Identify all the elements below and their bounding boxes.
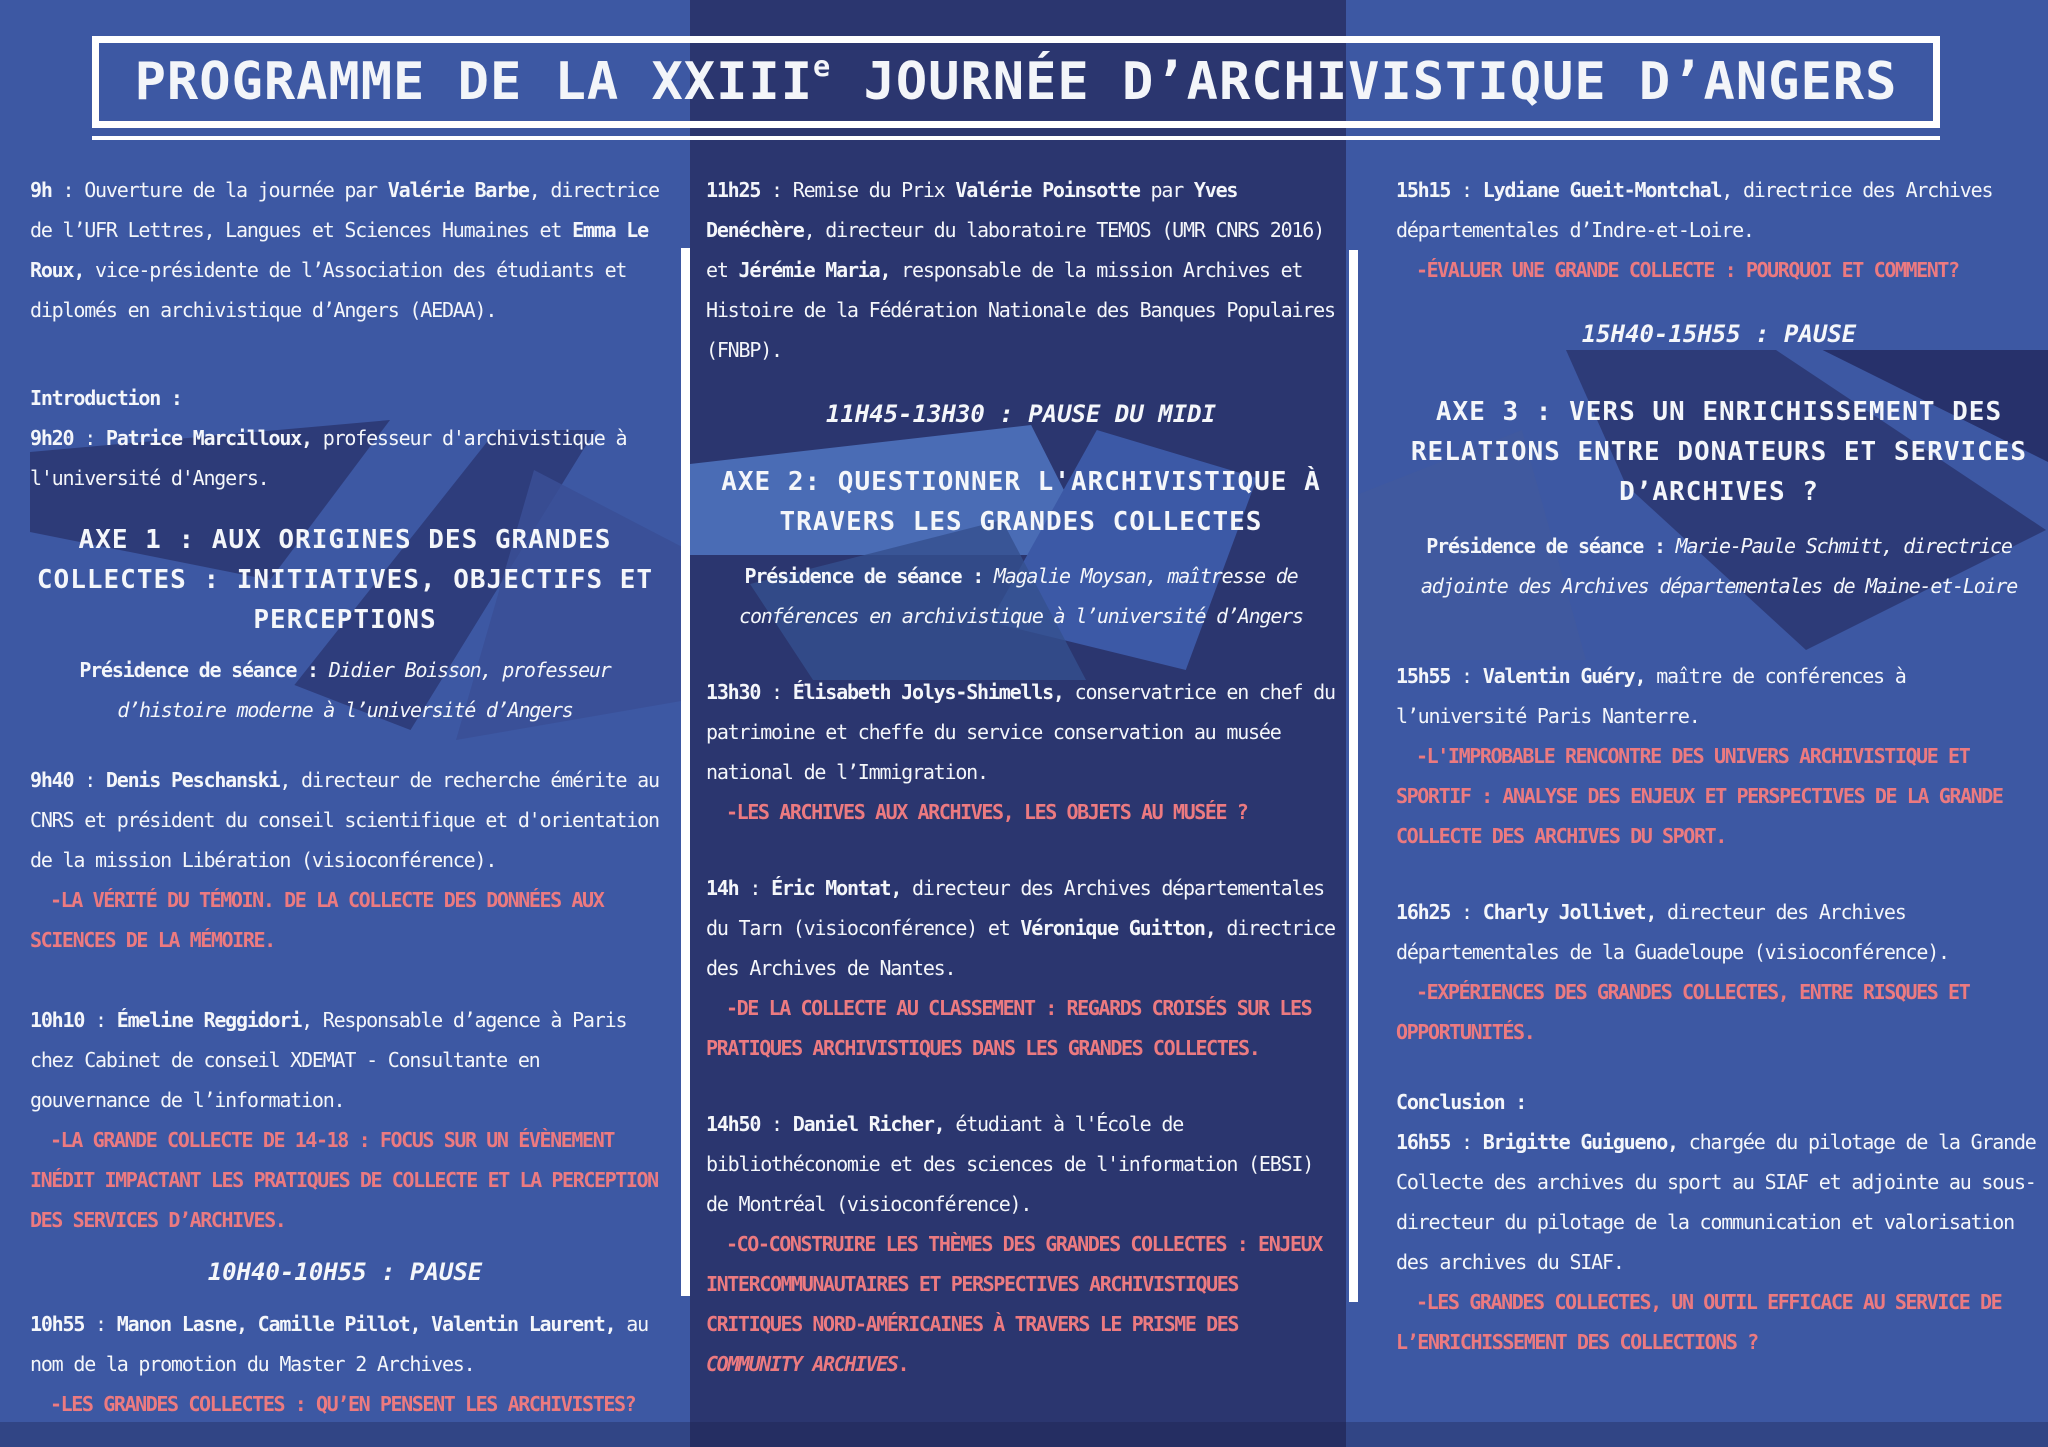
text-segment: par xyxy=(1139,178,1194,202)
text-segment: Élisabeth Jolys-Shimells, xyxy=(792,680,1064,704)
text-segment: : xyxy=(760,1112,793,1136)
text-segment: Présidence de séance : xyxy=(744,564,984,588)
text-segment: Lydiane Gueit-Montchal xyxy=(1482,178,1722,202)
text-segment: vice-présidente de l’Association des étudiants et diplomés en archivistique d’Angers (AEDAA). xyxy=(30,258,627,322)
text-segment: , directeur du laboratoire TEMOS (UMR CNRS 2016) et xyxy=(706,218,1324,282)
text-segment: : xyxy=(738,876,772,900)
text-segment: : xyxy=(84,1008,117,1032)
text-segment: Magalie Moysan, maîtresse de conférences en archivistique à l’université d’Angers xyxy=(739,564,1303,628)
talk-title-10h10 xyxy=(30,1120,660,1240)
talk-title-16h25 xyxy=(1396,972,2042,1052)
text-segment: : xyxy=(1450,664,1483,688)
text-segment: chargée du pilotage de la Grande Collecte des archives du sport au SIAF et adjointe au sous-directeur du pilotage de la communication et valorisation des archives du SIAF. xyxy=(1396,1130,2036,1274)
text-segment: . xyxy=(897,1352,909,1376)
column-morning xyxy=(0,0,690,1447)
text-segment: , Responsable d’agence à Paris chez Cabinet de conseil XDEMAT - Consultante en gouvernance de l’information. xyxy=(30,1008,627,1112)
session-16h55 xyxy=(1396,1122,2042,1282)
text-segment: 9h xyxy=(30,178,52,202)
text-segment: Marie-Paule Schmitt, directrice adjointe des Archives départementales de Maine-et-Loire xyxy=(1420,534,2018,598)
footer-shade xyxy=(0,1422,2048,1447)
text-segment: directeur des Archives départementales de la Guadeloupe (visioconférence). xyxy=(1396,900,1949,964)
title-box xyxy=(92,36,1940,128)
session-15h55 xyxy=(1396,656,2042,736)
page-title xyxy=(134,49,1898,112)
session-9h40 xyxy=(30,760,660,880)
text-segment: 16h25 xyxy=(1396,900,1451,924)
session-15h15 xyxy=(1396,170,2042,250)
text-segment: -EXPÉRIENCES DES GRANDES COLLECTES, ENTRE RISQUES ET OPPORTUNITÉS. xyxy=(1396,980,1970,1044)
text-segment: étudiant à l'École de bibliothéconomie et des sciences de l'information (EBSI) de Montréal (visioconférence). xyxy=(706,1112,1314,1216)
text-segment: au nom de la promotion du Master 2 Archives. xyxy=(30,1312,648,1376)
text-segment: Denis Peschanski xyxy=(105,768,280,792)
pause-afternoon: 15H40-15H55 : PAUSE xyxy=(1581,320,1857,348)
introduction-label: Introduction : xyxy=(30,386,182,410)
title-suffix: JOURNÉE D’ARCHIVISTIQUE D’ANGERS xyxy=(831,52,1898,112)
axe-1-heading: AXE 1 : AUX ORIGINES DES GRANDES COLLECTES : INITIATIVES, OBJECTIFS ET PERCEPTIONS xyxy=(36,525,654,635)
session-14h50 xyxy=(706,1104,1336,1224)
text-segment: professeur d'archivistique à l'université d'Angers. xyxy=(30,426,627,490)
title-superscript: e xyxy=(813,49,832,84)
text-segment: , directrice de l’UFR Lettres, Langues et Sciences Humaines et xyxy=(30,178,659,242)
title-prefix: PROGRAMME DE LA XXIII xyxy=(134,52,814,112)
text-segment: 16h55 xyxy=(1396,1130,1451,1154)
session-9h20 xyxy=(30,418,660,498)
text-segment: : xyxy=(760,680,793,704)
axe-3-chair xyxy=(1396,526,2042,606)
talk-title-9h40 xyxy=(30,880,660,960)
column-morning-content xyxy=(0,170,690,1447)
text-segment: Charly Jollivet, xyxy=(1482,900,1657,924)
conclusion-label: Conclusion : xyxy=(1396,1090,1527,1114)
text-segment: : xyxy=(84,1312,117,1336)
talk-title-16h55 xyxy=(1396,1282,2042,1362)
session-13h30 xyxy=(706,672,1336,792)
column-midday-content xyxy=(690,170,1346,1447)
text-segment: : xyxy=(1450,178,1483,202)
text-segment: -CO-CONSTRUIRE LES THÈMES DES GRANDES COLLECTES : ENJEUX INTERCOMMUNAUTAIRES ET PERSPECTIVES ARCHIVISTIQUES CRITIQUES NORD-AMÉRICAINES À TRAVERS LE PRISME DES xyxy=(706,1232,1322,1336)
text-segment: 11h25 xyxy=(706,178,761,202)
text-segment: Jérémie Maria, xyxy=(738,258,891,282)
talk-title-14h50 xyxy=(706,1224,1336,1384)
text-segment: Émeline Reggidori xyxy=(116,1008,302,1032)
text-segment: : xyxy=(1450,900,1483,924)
text-segment: : xyxy=(73,426,106,450)
session-16h25 xyxy=(1396,892,2042,972)
text-segment: conservatrice en chef du patrimoine et cheffe du service conservation au musée national de l’Immigration. xyxy=(706,680,1335,784)
session-14h xyxy=(706,868,1336,988)
title-underline xyxy=(92,136,1940,140)
text-segment: -LES ARCHIVES AUX ARCHIVES, LES OBJETS AU MUSÉE ? xyxy=(726,800,1248,824)
text-segment: Valentin Guéry, xyxy=(1482,664,1646,688)
text-segment: Éric Montat, xyxy=(771,876,902,900)
text-segment: Brigitte Guigueno, xyxy=(1482,1130,1678,1154)
session-11h25 xyxy=(706,170,1336,370)
text-segment: 14h xyxy=(706,876,739,900)
text-segment: Valérie Barbe xyxy=(387,178,529,202)
text-segment: -ÉVALUER UNE GRANDE COLLECTE : POURQUOI ET COMMENT? xyxy=(1416,258,1959,282)
pause-morning: 10H40-10H55 : PAUSE xyxy=(207,1258,483,1286)
text-segment: : xyxy=(73,768,106,792)
text-segment: : xyxy=(1450,1130,1483,1154)
text-segment: responsable de la mission Archives et Histoire de la Fédération Nationale des Banques Populaires (FNBP). xyxy=(706,258,1335,362)
text-segment: Didier Boisson, professeur d’histoire moderne à l’université d’Angers xyxy=(117,658,611,722)
text-segment: : Ouverture de la journée par xyxy=(51,178,388,202)
text-segment: Emma Le Roux, xyxy=(30,218,648,282)
text-segment: Daniel Richer, xyxy=(792,1112,945,1136)
text-segment: 14h50 xyxy=(706,1112,761,1136)
talk-title-13h30 xyxy=(706,792,1336,832)
text-segment: 13h30 xyxy=(706,680,761,704)
column-separator-1 xyxy=(681,248,690,1296)
axe-2-chair xyxy=(706,556,1336,636)
session-9h xyxy=(30,170,660,330)
talk-title-10h55 xyxy=(30,1384,660,1424)
text-segment: maître de conférences à l’université Paris Nanterre. xyxy=(1396,664,1906,728)
axe-3-heading: AXE 3 : VERS UN ENRICHISSEMENT DES RELATIONS ENTRE DONATEURS ET SERVICES D’ARCHIVES ? xyxy=(1410,397,2028,507)
column-midday xyxy=(690,0,1346,1447)
text-segment: , directeur de recherche émérite au CNRS et président du conseil scientifique et d'orientation de la mission Libération (visioconférence). xyxy=(30,768,659,872)
text-segment: Manon Lasne, Camille Pillot, Valentin Laurent, xyxy=(116,1312,616,1336)
text-segment: -L'IMPROBABLE RENCONTRE DES UNIVERS ARCHIVISTIQUE ET SPORTIF : ANALYSE DES ENJEUX ET PERSPECTIVES DE LA GRANDE COLLECTE DES ARCHIVES DU SPORT. xyxy=(1396,744,2003,848)
text-segment: , directrice des Archives départementales d’Indre-et-Loire. xyxy=(1396,178,1993,242)
text-segment: -LES GRANDES COLLECTES : QU’EN PENSENT LES ARCHIVISTES? xyxy=(50,1392,636,1416)
column-afternoon-content xyxy=(1346,170,2048,1447)
talk-title-15h15 xyxy=(1396,250,2042,290)
text-segment: -LES GRANDES COLLECTES, UN OUTIL EFFICACE AU SERVICE DE L’ENRICHISSEMENT DES COLLECTIONS ? xyxy=(1396,1290,2002,1354)
session-10h10 xyxy=(30,1000,660,1120)
talk-title-15h55 xyxy=(1396,736,2042,856)
session-10h55 xyxy=(30,1304,660,1384)
text-segment: 9h20 xyxy=(30,426,74,450)
text-segment: 10h10 xyxy=(30,1008,85,1032)
text-segment: Patrice Marcilloux, xyxy=(105,426,312,450)
text-segment: COMMUNITY ARCHIVES xyxy=(706,1352,898,1376)
text-segment: directrice des Archives de Nantes. xyxy=(706,916,1335,980)
text-segment: 15h55 xyxy=(1396,664,1451,688)
text-segment: Présidence de séance : xyxy=(1426,534,1665,558)
text-segment: -LA GRANDE COLLECTE DE 14-18 : FOCUS SUR UN ÉVÈNEMENT INÉDIT IMPACTANT LES PRATIQUES DE COLLECTE ET LA PERCEPTION DES SERVICES D’ARCHIVES. xyxy=(30,1128,658,1232)
text-segment: : Remise du Prix xyxy=(760,178,956,202)
text-segment: directeur des Archives départementales du Tarn (visioconférence) et xyxy=(706,876,1324,940)
text-segment: Présidence de séance : xyxy=(79,658,318,682)
text-segment: Véronique Guitton, xyxy=(1020,916,1216,940)
talk-title-14h xyxy=(706,988,1336,1068)
axe-1-chair xyxy=(30,650,660,730)
text-segment: 9h40 xyxy=(30,768,74,792)
column-afternoon xyxy=(1346,0,2048,1447)
text-segment: 15h15 xyxy=(1396,178,1451,202)
axe-2-heading: AXE 2: QUESTIONNER L'ARCHIVISTIQUE À TRAVERS LES GRANDES COLLECTES xyxy=(721,467,1321,537)
text-segment: Yves Denéchère xyxy=(706,178,1238,242)
text-segment: -DE LA COLLECTE AU CLASSEMENT : REGARDS CROISÉS SUR LES PRATIQUES ARCHIVISTIQUES DANS LES GRANDES COLLECTES. xyxy=(706,996,1312,1060)
pause-midi: 11H45-13H30 : PAUSE DU MIDI xyxy=(825,400,1217,428)
text-segment: 10h55 xyxy=(30,1312,85,1336)
column-separator-2 xyxy=(1349,250,1358,1302)
text-segment: Valérie Poinsotte xyxy=(955,178,1140,202)
text-segment: -LA VÉRITÉ DU TÉMOIN. DE LA COLLECTE DES DONNÉES AUX SCIENCES DE LA MÉMOIRE. xyxy=(30,888,604,952)
